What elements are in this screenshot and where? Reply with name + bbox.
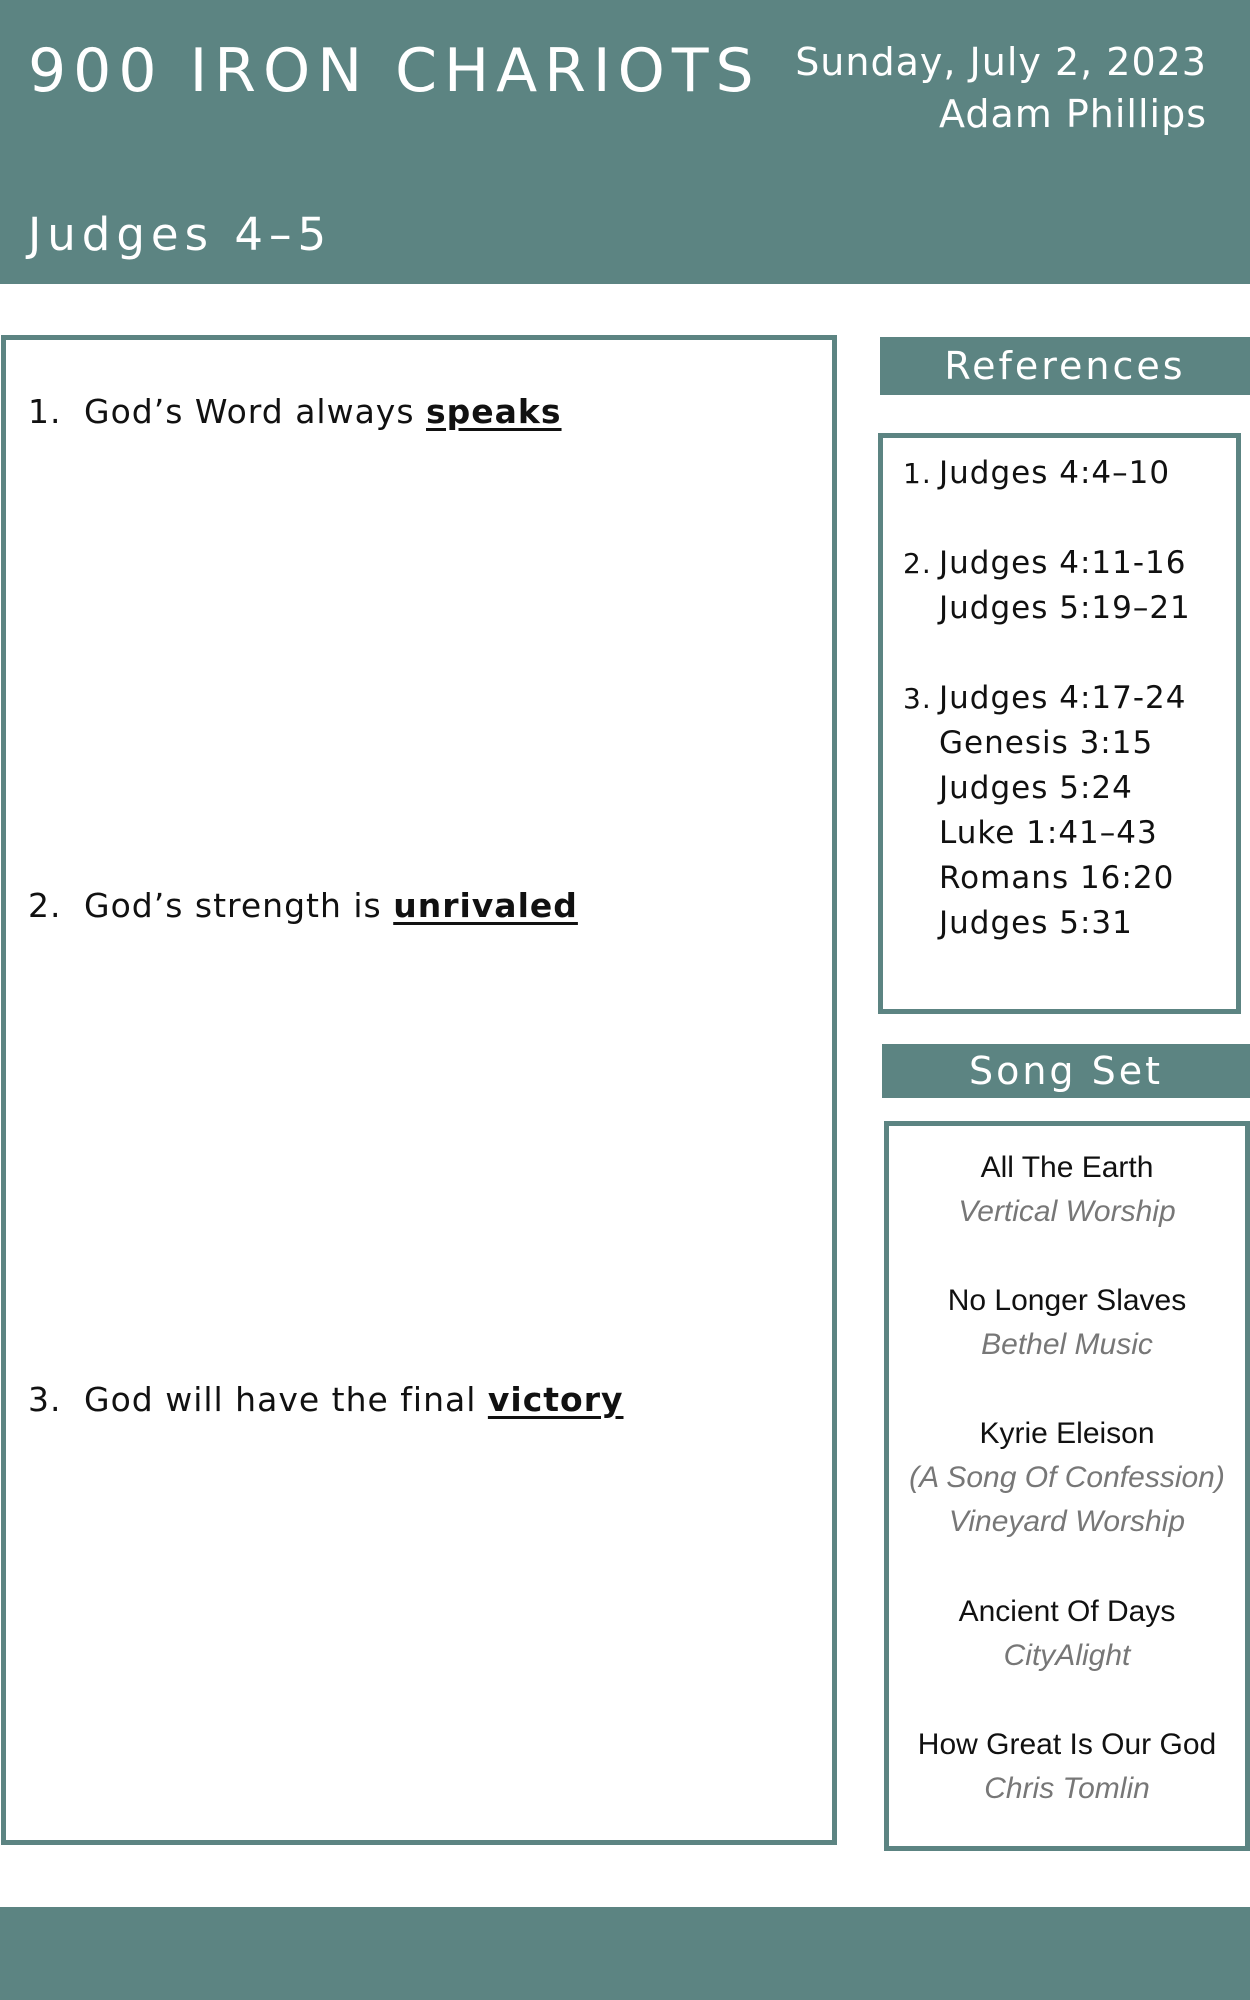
- note-point-text: God will have the final: [84, 1380, 488, 1419]
- song-item: [889, 1723, 1245, 1811]
- song-set-heading: Song Set: [882, 1044, 1250, 1098]
- note-point-text: God’s strength is: [84, 886, 394, 925]
- sermon-title: 900 IRON CHARIOTS: [28, 36, 761, 106]
- reference-group-1: [903, 451, 1170, 496]
- reference-group-3: [903, 676, 1186, 946]
- song-item: [889, 1412, 1245, 1544]
- reference-group-2: [903, 541, 1191, 631]
- song-artist: Bethel Music: [981, 1328, 1153, 1361]
- song-title: Ancient Of Days: [958, 1595, 1176, 1628]
- song-item: [889, 1590, 1245, 1678]
- song-item: [889, 1146, 1245, 1234]
- reference-group-number: 3.: [903, 682, 932, 715]
- reference-item: Judges 4:4–10: [939, 455, 1171, 491]
- note-point-3: [28, 1380, 624, 1419]
- note-point-blank-word: victory: [487, 1380, 624, 1419]
- note-point-number: 2.: [28, 886, 62, 925]
- song-artist: CityAlight: [1003, 1639, 1131, 1672]
- references-panel: [878, 433, 1241, 1014]
- reference-item: Judges 5:24: [939, 770, 1133, 806]
- header-banner: [0, 0, 1250, 284]
- sermon-notes-panel: [1, 335, 837, 1845]
- note-point-blank-word: speaks: [426, 392, 562, 431]
- song-title: No Longer Slaves: [947, 1284, 1187, 1317]
- song-artist: Vineyard Worship: [948, 1505, 1186, 1538]
- note-point-blank-word: unrivaled: [393, 886, 578, 925]
- song-title: All The Earth: [980, 1151, 1154, 1184]
- reference-group-number: 1.: [903, 457, 932, 490]
- scripture-passage: Judges 4–5: [28, 208, 333, 261]
- reference-item: Judges 4:17-24: [939, 680, 1187, 716]
- note-point-number: 3.: [28, 1380, 62, 1419]
- note-point-1: [28, 392, 562, 431]
- reference-item: Judges 5:31: [939, 905, 1133, 941]
- note-point-number: 1.: [28, 392, 62, 431]
- song-title: How Great Is Our God: [917, 1728, 1217, 1761]
- reference-item: Genesis 3:15: [939, 725, 1154, 761]
- reference-item: Judges 5:19–21: [939, 590, 1191, 626]
- footer-banner: [0, 1907, 1250, 2000]
- references-heading: References: [880, 337, 1250, 395]
- sermon-date: Sunday, July 2, 2023: [795, 40, 1207, 84]
- reference-item: Luke 1:41–43: [939, 815, 1158, 851]
- reference-item: Judges 4:11-16: [939, 545, 1187, 581]
- song-title: Kyrie Eleison: [979, 1417, 1155, 1450]
- reference-item: Romans 16:20: [939, 860, 1175, 896]
- reference-group-number: 2.: [903, 547, 932, 580]
- speaker-name: Adam Phillips: [939, 92, 1207, 136]
- song-set-panel: [884, 1121, 1250, 1851]
- note-point-text: God’s Word always: [84, 392, 427, 431]
- song-artist: Chris Tomlin: [984, 1772, 1150, 1805]
- sermon-meta: [795, 36, 1207, 140]
- note-point-2: [28, 886, 578, 925]
- song-item: [889, 1279, 1245, 1367]
- song-artist: Vertical Worship: [958, 1195, 1176, 1228]
- song-subtitle: (A Song Of Confession): [909, 1461, 1225, 1494]
